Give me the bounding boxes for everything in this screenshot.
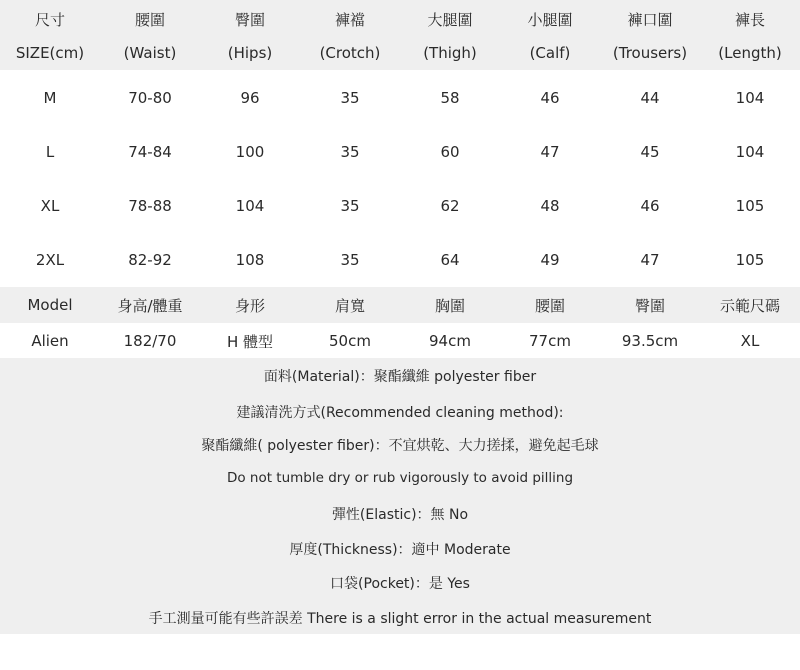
size-cell: XL — [40, 197, 60, 215]
header-length-zh: 褲長 — [734, 10, 765, 29]
header-hips-en: (Hips) — [227, 44, 273, 62]
thigh-cell: 64 — [440, 251, 460, 269]
table-row — [0, 192, 800, 220]
header-waist-en: (Waist) — [123, 44, 177, 62]
header-hips-zh: 臀圍 — [234, 10, 265, 29]
waist-cell: 78-88 — [128, 197, 172, 215]
header-length-en: (Length) — [718, 44, 782, 62]
model-hips-cell: 93.5cm — [621, 332, 679, 350]
header-crotch-en: (Crotch) — [319, 44, 381, 62]
trousers-cell: 45 — [640, 143, 660, 161]
elastic-note: 彈性(Elastic)：無 No — [331, 507, 469, 523]
trousers-cell: 47 — [640, 251, 660, 269]
header-trousers-en: (Trousers) — [612, 44, 688, 62]
header-height-weight: 身高/體重 — [117, 296, 183, 315]
header-calf-zh: 小腿圍 — [527, 10, 573, 29]
crotch-cell: 35 — [340, 251, 360, 269]
calf-cell: 47 — [540, 143, 560, 161]
length-cell: 105 — [735, 197, 765, 215]
chest-cell: 94cm — [429, 332, 471, 350]
header-size-zh: 尺寸 — [34, 10, 65, 29]
header-size-en: SIZE(cm) — [15, 44, 85, 62]
trousers-cell: 46 — [640, 197, 660, 215]
hips-cell: 100 — [235, 143, 265, 161]
size-cell: L — [45, 143, 55, 161]
table-row — [0, 84, 800, 112]
cleaning-instruction-en: Do not tumble dry or rub vigorously to avoid pilling — [226, 470, 574, 486]
header-thigh-zh: 大腿圍 — [427, 10, 473, 29]
calf-cell: 48 — [540, 197, 560, 215]
size-cell: M — [43, 89, 57, 107]
header-model: Model — [27, 296, 73, 314]
crotch-cell: 35 — [340, 143, 360, 161]
pocket-note: 口袋(Pocket)：是 Yes — [330, 576, 470, 592]
hips-cell: 108 — [235, 251, 265, 269]
length-cell: 104 — [735, 143, 765, 161]
header-crotch-zh: 褲襠 — [334, 10, 365, 29]
waist-cell: 74-84 — [128, 143, 172, 161]
height-weight-cell: 182/70 — [123, 332, 177, 350]
size-header-zh-row — [0, 6, 800, 32]
header-waist-zh: 腰圍 — [134, 10, 165, 29]
waist-cell: 82-92 — [128, 251, 172, 269]
crotch-cell: 35 — [340, 89, 360, 107]
size-cell: 2XL — [35, 251, 65, 269]
model-waist-cell: 77cm — [529, 332, 571, 350]
calf-cell: 49 — [540, 251, 560, 269]
header-calf-en: (Calf) — [529, 44, 571, 62]
table-row — [0, 138, 800, 166]
thigh-cell: 58 — [440, 89, 460, 107]
model-row — [0, 327, 800, 355]
header-shoulder: 肩寬 — [334, 296, 365, 315]
header-demo-size: 示範尺碼 — [719, 296, 780, 315]
hips-cell: 96 — [240, 89, 260, 107]
body-shape-cell: H 體型 — [226, 332, 274, 351]
thickness-note: 厚度(Thickness)：適中 Moderate — [289, 542, 511, 558]
shoulder-cell: 50cm — [329, 332, 371, 350]
header-trousers-zh: 褲口圍 — [627, 10, 673, 29]
header-body-shape: 身形 — [234, 296, 265, 315]
product-notes — [0, 358, 800, 634]
header-model-hips: 臀圍 — [634, 296, 665, 315]
cleaning-instruction-zh: 聚酯纖維( polyester fiber)：不宜烘乾、大力搓揉，避免起毛球 — [201, 438, 599, 454]
measurement-error-note: 手工測量可能有些許誤差 There is a slight error in the actual measurement — [148, 611, 652, 627]
model-header-row — [0, 291, 800, 319]
header-thigh-en: (Thigh) — [423, 44, 477, 62]
model-name-cell: Alien — [31, 332, 69, 350]
header-model-waist: 腰圍 — [534, 296, 565, 315]
length-cell: 105 — [735, 251, 765, 269]
thigh-cell: 62 — [440, 197, 460, 215]
calf-cell: 46 — [540, 89, 560, 107]
demo-size-cell: XL — [740, 332, 760, 350]
header-chest: 胸圍 — [434, 296, 465, 315]
material-note: 面料(Material)：聚酯纖維 polyester fiber — [263, 369, 537, 385]
trousers-cell: 44 — [640, 89, 660, 107]
size-header-en-row — [0, 40, 800, 66]
crotch-cell: 35 — [340, 197, 360, 215]
thigh-cell: 60 — [440, 143, 460, 161]
waist-cell: 70-80 — [128, 89, 172, 107]
length-cell: 104 — [735, 89, 765, 107]
cleaning-method-heading: 建議清洗方式(Recommended cleaning method): — [236, 405, 564, 421]
table-row — [0, 246, 800, 274]
hips-cell: 104 — [235, 197, 265, 215]
